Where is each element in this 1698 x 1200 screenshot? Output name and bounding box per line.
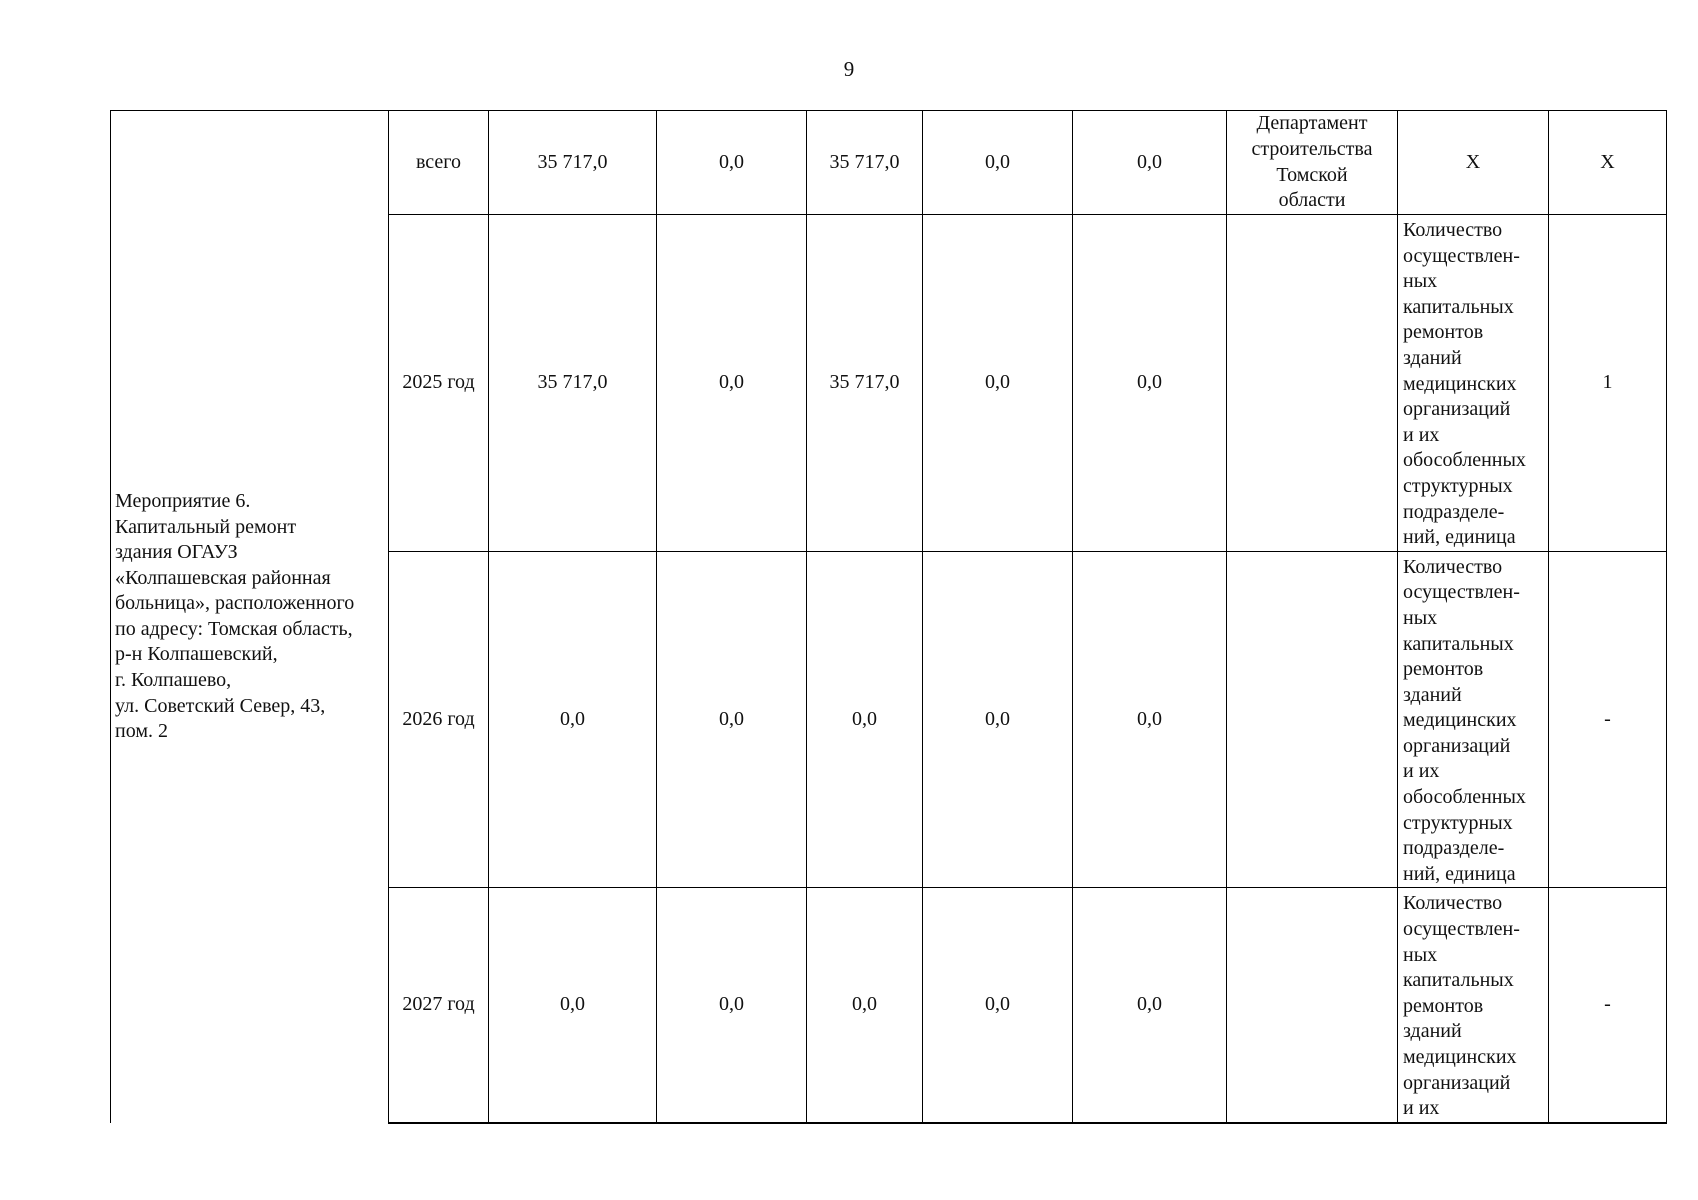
value-cell: 35 717,0 xyxy=(807,215,923,552)
value-cell: 0,0 xyxy=(923,888,1073,1123)
value-cell: 0,0 xyxy=(1073,215,1227,552)
value-cell: 35 717,0 xyxy=(489,215,657,552)
page-number: 9 xyxy=(843,57,855,81)
period-cell: 2026 год xyxy=(389,551,489,888)
department-cell xyxy=(1227,215,1398,552)
value-cell: 0,0 xyxy=(1073,888,1227,1123)
department-cell: Департамент строительства Томской области xyxy=(1227,111,1398,215)
period-cell: 2027 год xyxy=(389,888,489,1123)
activity-description: Мероприятие 6. Капитальный ремонт здания ОГАУЗ «Колпашевская районная больница», расположенного по адресу: Томская область, р-н Колпашевский, г. Колпашево, ул. Советский Север, 43, пом. 2 xyxy=(111,111,389,1123)
value-cell: 0,0 xyxy=(923,111,1073,215)
value-cell: 0,0 xyxy=(657,215,807,552)
value-cell: 35 717,0 xyxy=(489,111,657,215)
indicator-value-cell: - xyxy=(1549,551,1667,888)
indicator-cell: Х xyxy=(1398,111,1549,215)
department-cell xyxy=(1227,551,1398,888)
activity-table xyxy=(110,110,1667,1124)
value-cell: 0,0 xyxy=(489,888,657,1123)
value-cell: 0,0 xyxy=(1073,111,1227,215)
indicator-cell: Количество осуществлен- ных капитальных ремонтов зданий медицинских организаций и их обособленных структурных подразделе- ний, единица xyxy=(1398,551,1549,888)
value-cell: 0,0 xyxy=(923,215,1073,552)
value-cell: 35 717,0 xyxy=(807,111,923,215)
indicator-value-cell: - xyxy=(1549,888,1667,1123)
value-cell: 0,0 xyxy=(807,551,923,888)
value-cell: 0,0 xyxy=(657,111,807,215)
table-row xyxy=(111,111,1667,215)
indicator-value-cell: Х xyxy=(1549,111,1667,215)
value-cell: 0,0 xyxy=(657,888,807,1123)
value-cell: 0,0 xyxy=(923,551,1073,888)
value-cell: 0,0 xyxy=(1073,551,1227,888)
indicator-cell: Количество осуществлен- ных капитальных ремонтов зданий медицинских организаций и их обособленных структурных подразделе- ний, единица xyxy=(1398,215,1549,552)
value-cell: 0,0 xyxy=(657,551,807,888)
value-cell: 0,0 xyxy=(489,551,657,888)
indicator-cell: Количество осуществлен- ных капитальных ремонтов зданий медицинских организаций и их xyxy=(1398,888,1549,1123)
department-cell xyxy=(1227,888,1398,1123)
period-cell: всего xyxy=(389,111,489,215)
indicator-value-cell: 1 xyxy=(1549,215,1667,552)
value-cell: 0,0 xyxy=(807,888,923,1123)
period-cell: 2025 год xyxy=(389,215,489,552)
